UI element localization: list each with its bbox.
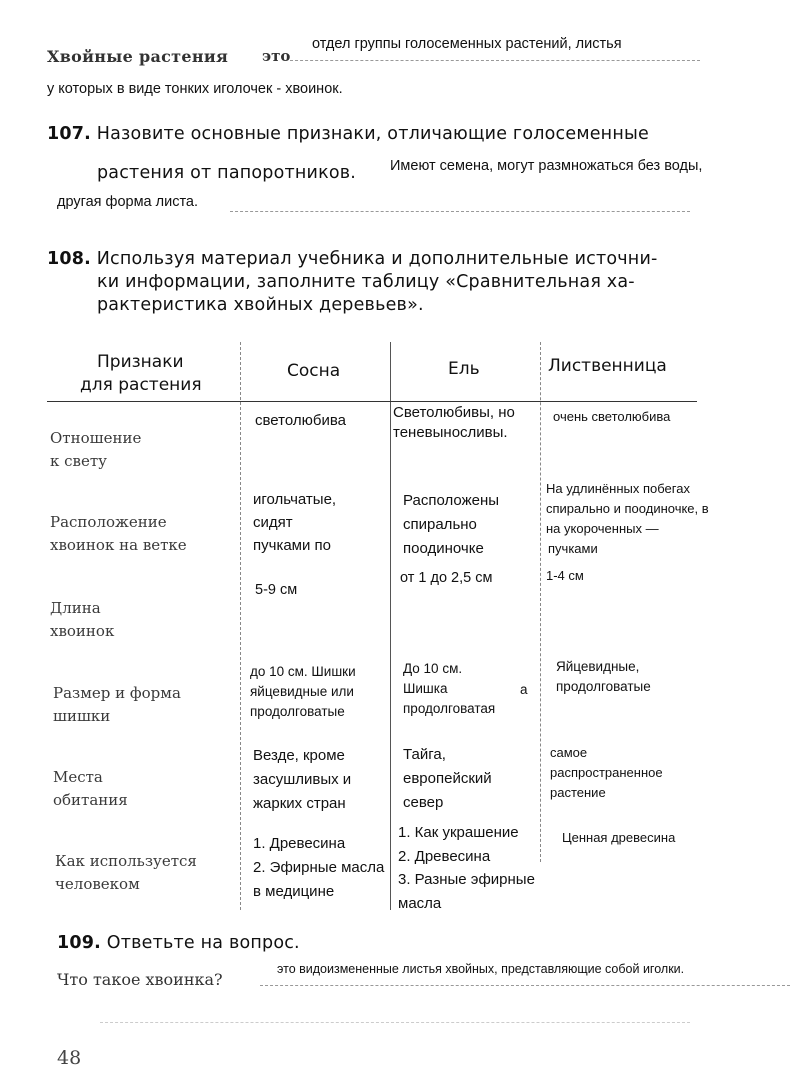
cell-line: до 10 см. Шишки [250, 664, 356, 679]
cell-line: 1-4 см [546, 568, 584, 583]
row-label-line: хвоинок [50, 622, 115, 641]
header-features-line2: для растения [80, 375, 202, 395]
cell-line: яйцевидные или [250, 684, 354, 699]
cell-larch-arrangement [546, 479, 709, 559]
cell-line: Ценная древесина [562, 830, 676, 845]
q107-text-line2: растения от папоротников. [97, 163, 357, 183]
cell-pine-length [255, 581, 297, 601]
cell-line: поодиночке [403, 540, 484, 557]
cell-spruce-habitat [403, 743, 492, 815]
cell-larch-length [546, 567, 584, 585]
cell-line: сидят [253, 514, 293, 531]
cell-pine-habitat [253, 744, 351, 816]
row-label-cone [53, 682, 181, 729]
cell-line: светолюбива [255, 412, 346, 429]
column-divider [540, 342, 541, 862]
q107-answer-line2: другая форма листа. [57, 194, 199, 210]
q108-number: 108. [47, 249, 91, 269]
intro-answer-line1: отдел группы голосеменных растений, листья [312, 36, 622, 52]
cell-line: продолговатая [403, 701, 496, 716]
cell-larch-light [553, 408, 670, 426]
cell-line: пучками по [253, 537, 331, 554]
cell-line: распространенное [550, 765, 663, 780]
q108-text-line3: рактеристика хвойных деревьев». [97, 295, 424, 315]
q109-text: Ответьте на вопрос. [106, 933, 300, 953]
cell-line: на укороченных — [546, 521, 659, 536]
cell-line: До 10 см. [403, 661, 463, 676]
cell-line: спирально и поодиночке, в [546, 501, 709, 516]
row-label-line: хвоинок на ветке [50, 536, 187, 555]
header-pine: Сосна [287, 361, 341, 381]
cell-line: растение [550, 785, 606, 800]
cell-line: 1. Как украшение [398, 824, 519, 841]
cell-line: очень светолюбива [553, 409, 671, 424]
intro-term: Хвойные растения [47, 47, 229, 66]
row-label-habitat [53, 766, 128, 813]
q109-text-line [57, 933, 300, 953]
cell-larch-usage [562, 829, 675, 847]
header-spruce: Ель [448, 359, 480, 379]
header-larch: Лиственница [548, 356, 667, 376]
cell-line: 2. Эфирные масла [253, 859, 385, 876]
answer-line [100, 1022, 690, 1023]
cell-line: На удлинённых побегах [546, 481, 690, 496]
header-features-line1: Признаки [97, 352, 184, 372]
cell-spruce-light [393, 403, 515, 444]
cell-line: жарких стран [253, 795, 346, 812]
cell-spruce-cone-extra: а [520, 682, 528, 697]
cell-line: север [403, 794, 444, 811]
q109-answer: это видоизмененные листья хвойных, представляющие собой иголки. [277, 962, 685, 976]
cell-line: теневыносливы. [393, 424, 508, 442]
cell-spruce-length [400, 569, 492, 589]
row-label-line: Размер и форма [53, 684, 181, 702]
cell-line: 1. Древесина [253, 835, 346, 852]
cell-line: продолговатые [556, 679, 651, 694]
cell-line: самое [550, 745, 588, 760]
row-label-line: Места [53, 768, 103, 786]
row-label-line: Расположение [50, 513, 167, 531]
cell-pine-light [255, 411, 346, 431]
row-label-light [50, 427, 141, 474]
q107-text: Назовите основные признаки, отличающие голосеменные [96, 124, 649, 144]
cell-line: масла [398, 894, 442, 912]
cell-line: от 1 до 2,5 см [400, 570, 493, 586]
cell-line: в медицине [253, 883, 335, 900]
intro-dash: это [262, 47, 291, 65]
q107-text-line1 [47, 124, 649, 144]
q109-number: 109. [57, 933, 101, 953]
column-divider [240, 342, 241, 910]
intro-answer-line2: у которых в виде тонких иголочек - хвоинок. [47, 81, 343, 97]
cell-line: 2. Древесина [398, 847, 491, 865]
cell-line: пучками [548, 541, 598, 556]
cell-pine-arrangement [253, 488, 336, 557]
cell-line: европейский [403, 770, 492, 787]
cell-line: засушливых и [253, 771, 352, 788]
row-label-line: обитания [53, 791, 128, 810]
row-label-arrangement [50, 511, 187, 558]
cell-line: Расположены [403, 492, 500, 509]
cell-pine-cone [250, 662, 356, 722]
cell-line: Везде, кроме [253, 747, 345, 764]
row-label-length [50, 597, 114, 644]
q107-answer-line1: Имеют семена, могут размножаться без воды, [390, 158, 703, 174]
cell-spruce-usage [398, 821, 535, 915]
row-label-usage [55, 850, 197, 897]
q109-question: Что такое хвоинка? [57, 970, 223, 989]
cell-pine-usage [253, 832, 384, 904]
row-label-line: шишки [53, 707, 111, 726]
cell-line: Тайга, [403, 746, 446, 763]
q107-number: 107. [47, 124, 91, 144]
cell-line: Яйцевидные, [556, 659, 640, 674]
column-divider [390, 342, 391, 910]
q108-text: Используя материал учебника и дополнительные источни- [96, 249, 658, 269]
cell-line: продолговатые [250, 704, 345, 719]
row-label-line: человеком [55, 875, 140, 894]
table-header-rule [47, 401, 697, 402]
row-label-line: Длина [50, 599, 101, 617]
cell-larch-habitat [550, 743, 663, 803]
row-label-line: Отношение [50, 429, 142, 447]
cell-spruce-cone [403, 659, 495, 719]
cell-line: 3. Разные эфирные [398, 871, 535, 888]
cell-line: Светолюбивы, но [393, 404, 515, 421]
cell-spruce-arrangement [403, 489, 499, 561]
cell-larch-cone [556, 657, 651, 697]
answer-line [260, 985, 790, 986]
cell-line: спирально [403, 516, 477, 533]
row-label-line: к свету [50, 452, 107, 471]
q108-text-line1 [47, 249, 658, 269]
answer-line [230, 211, 690, 212]
answer-line [290, 60, 700, 61]
cell-line: Шишка [403, 681, 448, 696]
cell-line: 5-9 см [255, 582, 298, 598]
q108-text-line2: ки информации, заполните таблицу «Сравнительная ха- [97, 272, 635, 292]
cell-line: игольчатые, [253, 491, 337, 508]
row-label-line: Как используется [55, 852, 197, 870]
page-number: 48 [57, 1047, 82, 1069]
